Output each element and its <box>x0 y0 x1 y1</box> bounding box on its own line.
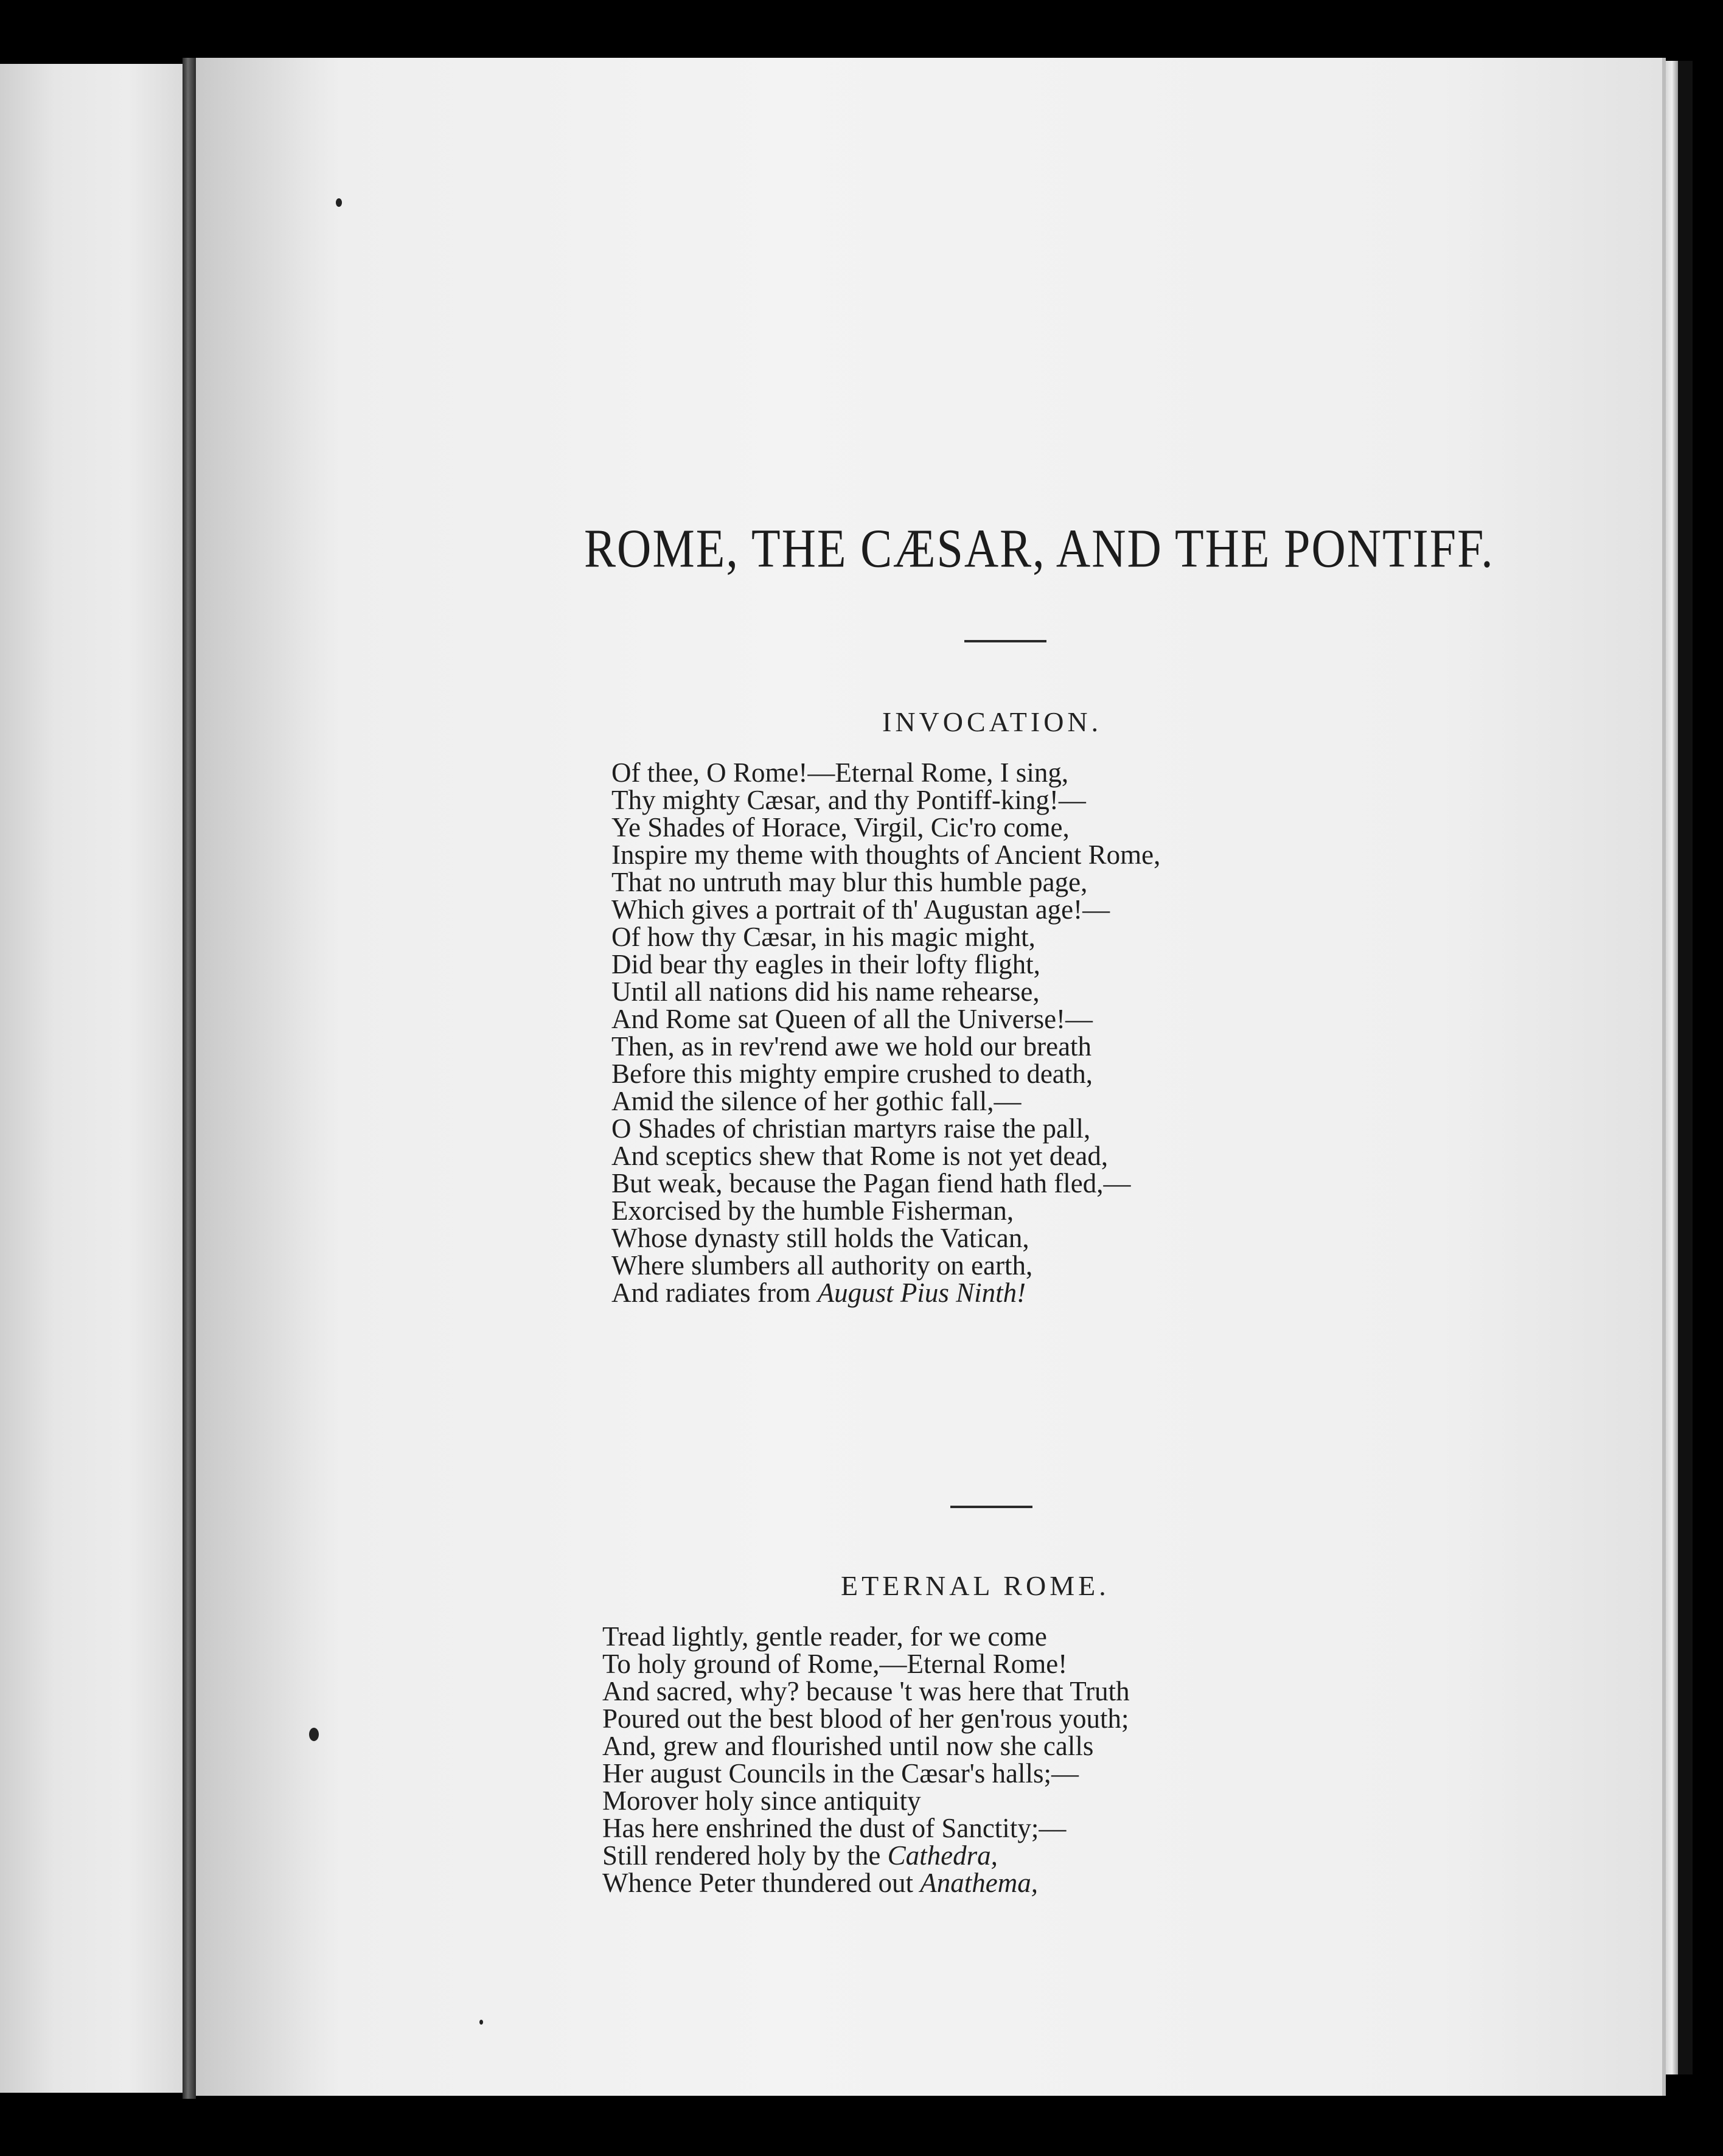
verse-line: Her august Councils in the Cæsar's halls;— <box>602 1758 1079 1789</box>
verse-line: And Rome sat Queen of all the Universe!— <box>611 1004 1093 1034</box>
verse-line: Where slumbers all authority on earth, <box>611 1250 1033 1281</box>
verse-line: But weak, because the Pagan fiend hath fled,— <box>611 1168 1131 1198</box>
verse-line: O Shades of christian martyrs raise the pall, <box>611 1113 1091 1144</box>
right-margin-strip <box>1678 61 1693 2074</box>
verse-line: Has here enshrined the dust of Sanctity;— <box>602 1813 1067 1843</box>
verse-line: Tread lightly, gentle reader, for we come <box>602 1621 1047 1652</box>
verse-text: And radiates from <box>611 1278 818 1308</box>
verse-italic-text: Anathema, <box>920 1868 1039 1898</box>
verse-line: Of how thy Cæsar, in his magic might, <box>611 922 1036 952</box>
verse-line: And sceptics shew that Rome is not yet dead, <box>611 1141 1109 1171</box>
binding-gutter <box>183 58 196 2099</box>
verse-line: And, grew and flourished until now she calls <box>602 1731 1094 1761</box>
page-title: ROME, THE CÆSAR, AND THE PONTIFF. <box>584 518 1494 579</box>
scan-speck <box>336 198 342 207</box>
verse-line: Which gives a portrait of th' Augustan age!— <box>611 894 1110 925</box>
verse-line: Morover holy since antiquity <box>602 1786 921 1816</box>
verse-text: Whence Peter thundered out <box>602 1868 921 1898</box>
poem-eternal-rome <box>602 1623 1130 1897</box>
left-page-edge <box>0 64 183 2093</box>
right-page-edge <box>1666 61 1678 2074</box>
verse-line: Exorcised by the humble Fisherman, <box>611 1195 1014 1226</box>
verse-text: Still rendered holy by the <box>602 1840 888 1871</box>
verse-italic-text: August Pius Ninth! <box>817 1278 1026 1308</box>
verse-line <box>602 1842 1130 1869</box>
verse-line: Thy mighty Cæsar, and thy Pontiff-king!— <box>611 785 1086 815</box>
section-heading-eternal-rome: ETERNAL ROME. <box>841 1570 1110 1601</box>
scan-speck <box>479 2020 483 2025</box>
verse-italic-text: Cathedra, <box>887 1840 998 1871</box>
poem-invocation <box>611 759 1160 1307</box>
verse-line: Whose dynasty still holds the Vatican, <box>611 1223 1029 1253</box>
verse-line <box>602 1869 1130 1897</box>
verse-line: Before this mighty empire crushed to death, <box>611 1059 1093 1089</box>
verse-line <box>611 1279 1160 1307</box>
verse-line: Then, as in rev'rend awe we hold our breath <box>611 1031 1092 1062</box>
verse-line: Amid the silence of her gothic fall,— <box>611 1086 1022 1116</box>
verse-line: To holy ground of Rome,—Eternal Rome! <box>602 1649 1068 1679</box>
verse-line: That no untruth may blur this humble page, <box>611 867 1088 897</box>
fold-shadow <box>196 58 342 2096</box>
scan-speck <box>309 1728 319 1741</box>
verse-line: Of thee, O Rome!—Eternal Rome, I sing, <box>611 757 1069 788</box>
title-divider <box>964 640 1046 642</box>
verse-line: Ye Shades of Horace, Virgil, Cic'ro come, <box>611 812 1070 843</box>
verse-line: Poured out the best blood of her gen'rous youth; <box>602 1703 1129 1734</box>
verse-line: And sacred, why? because 't was here that Truth <box>602 1676 1130 1706</box>
section-heading-invocation: INVOCATION. <box>882 706 1102 737</box>
verse-line: Until all nations did his name rehearse, <box>611 976 1040 1007</box>
verse-line: Did bear thy eagles in their lofty flight, <box>611 949 1040 979</box>
section-divider <box>950 1506 1032 1508</box>
verse-line: Inspire my theme with thoughts of Ancient Rome, <box>611 840 1161 870</box>
